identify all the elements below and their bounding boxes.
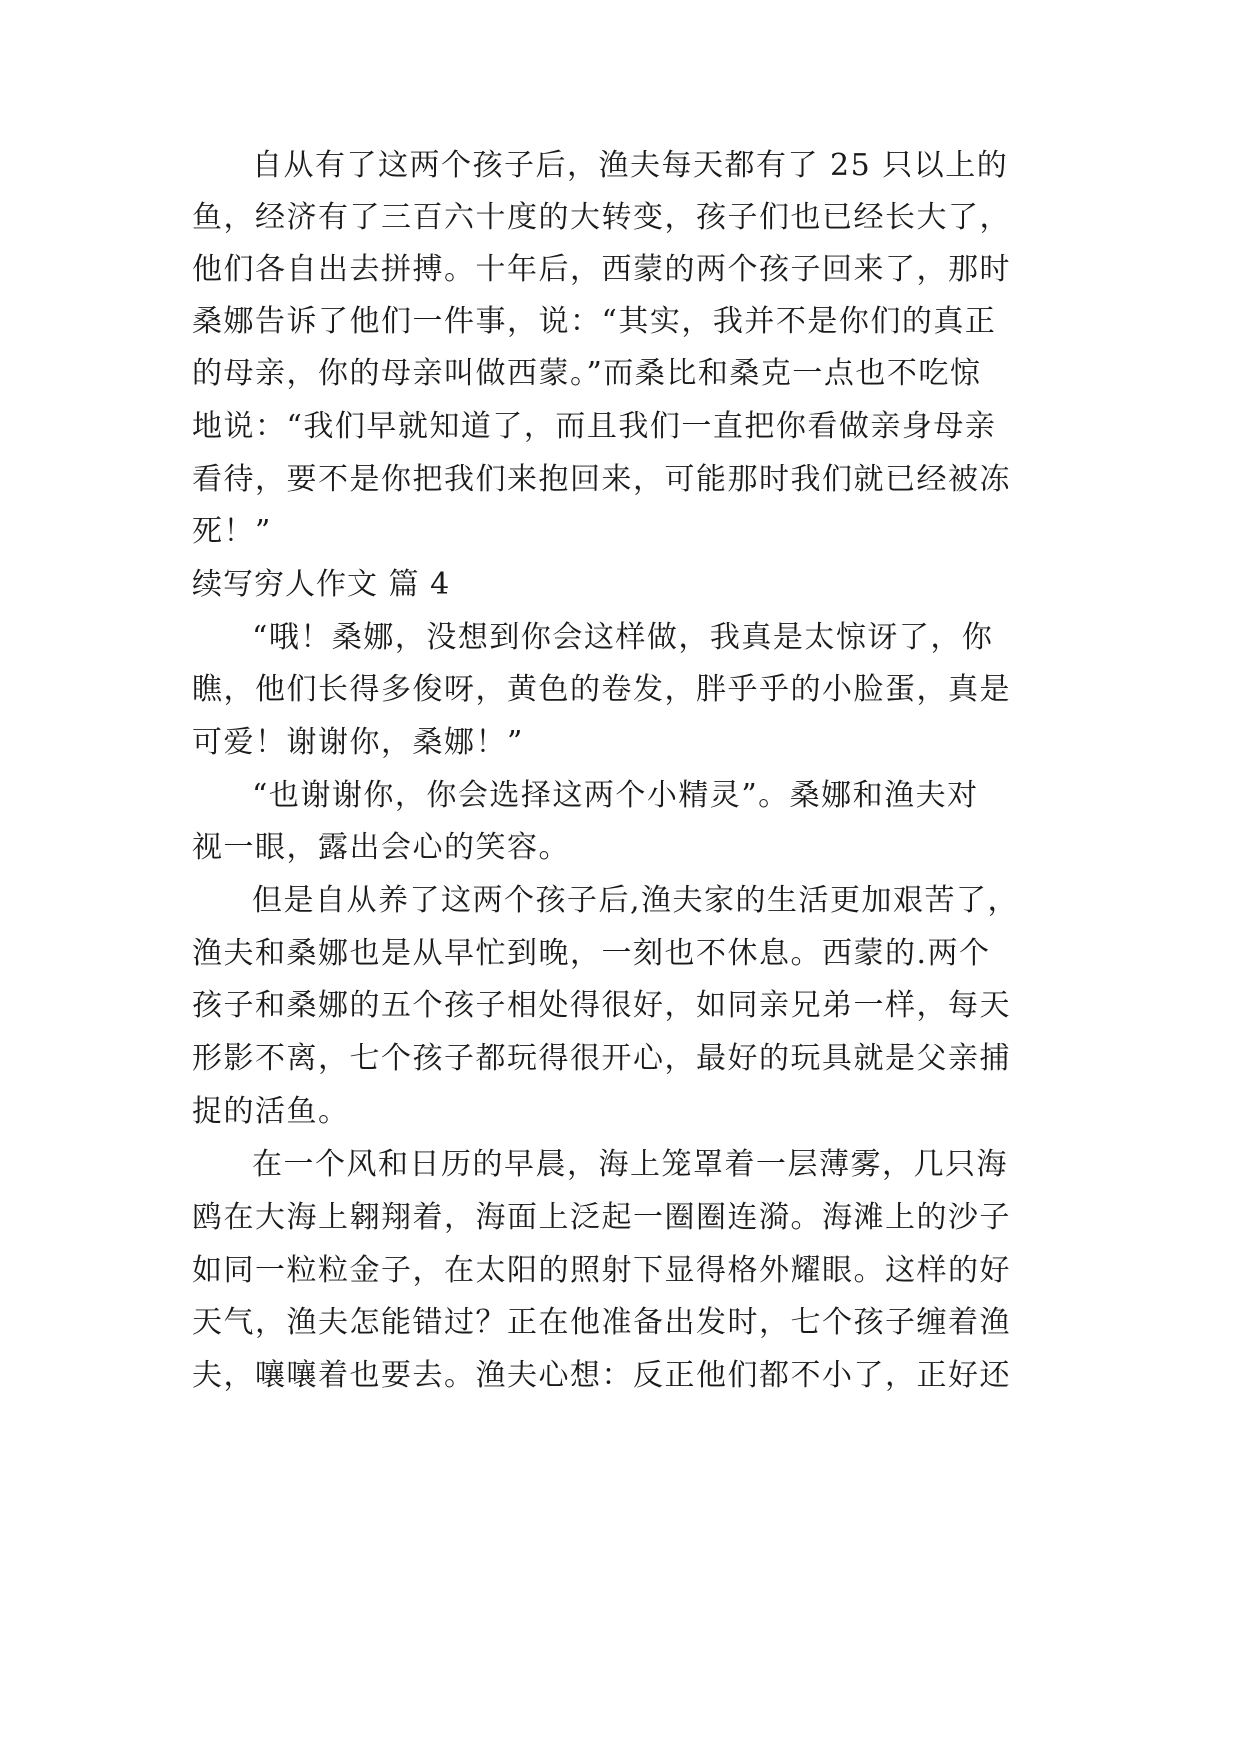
text-line: “哦！桑娜，没想到你会这样做，我真是太惊讶了，你: [252, 620, 994, 655]
text-line: 渔夫和桑娜也是从早忙到晚，一刻也不休息。西蒙的.两个: [192, 936, 991, 971]
text-line: 如同一粒粒金子，在太阳的照射下显得格外耀眼。这样的好: [192, 1253, 1011, 1288]
text-line: 视一眼，露出会心的笑容。: [192, 830, 570, 865]
text-line: “也谢谢你，你会选择这两个小精灵”。桑娜和渔夫对: [252, 778, 979, 813]
text-line: 天气，渔夫怎能错过？正在他准备出发时，七个孩子缠着渔: [192, 1305, 1011, 1340]
text-line: 他们各自出去拼搏。十年后，西蒙的两个孩子回来了，那时: [192, 252, 1011, 287]
text-line: 夫，嚷嚷着也要去。渔夫心想：反正他们都不小了，正好还: [192, 1358, 1011, 1393]
text-line: 形影不离，七个孩子都玩得很开心，最好的玩具就是父亲捕: [192, 1041, 1011, 1076]
text-line: 但是自从养了这两个孩子后,渔夫家的生活更加艰苦了，: [252, 883, 1020, 918]
text-line: 死！”: [192, 514, 272, 549]
text-line: 自从有了这两个孩子后，渔夫每天都有了 25 只以上的: [252, 148, 1009, 183]
text-line: 看待，要不是你把我们来抱回来，可能那时我们就已经被冻: [192, 462, 1011, 497]
text-line: 孩子和桑娜的五个孩子相处得很好，如同亲兄弟一样，每天: [192, 988, 1011, 1023]
section-heading: 续写穷人作文 篇 4: [192, 567, 451, 602]
text-line: 桑娜告诉了他们一件事，说：“其实，我并不是你们的真正: [192, 304, 997, 339]
text-line: 鸥在大海上翱翔着，海面上泛起一圈圈连漪。海滩上的沙子: [192, 1200, 1011, 1235]
text-line: 可爱！谢谢你，桑娜！”: [192, 725, 524, 760]
text-line: 地说：“我们早就知道了，而且我们一直把你看做亲身母亲: [192, 409, 997, 444]
text-line: 在一个风和日历的早晨，海上笼罩着一层薄雾，几只海: [252, 1147, 1008, 1182]
text-line: 捉的活鱼。: [192, 1094, 350, 1129]
text-line: 瞧，他们长得多俊呀，黄色的卷发，胖乎乎的小脸蛋，真是: [192, 672, 1011, 707]
text-line: 鱼，经济有了三百六十度的大转变，孩子们也已经长大了，: [192, 200, 1011, 235]
text-line: 的母亲，你的母亲叫做西蒙。”而桑比和桑克一点也不吃惊: [192, 356, 982, 391]
